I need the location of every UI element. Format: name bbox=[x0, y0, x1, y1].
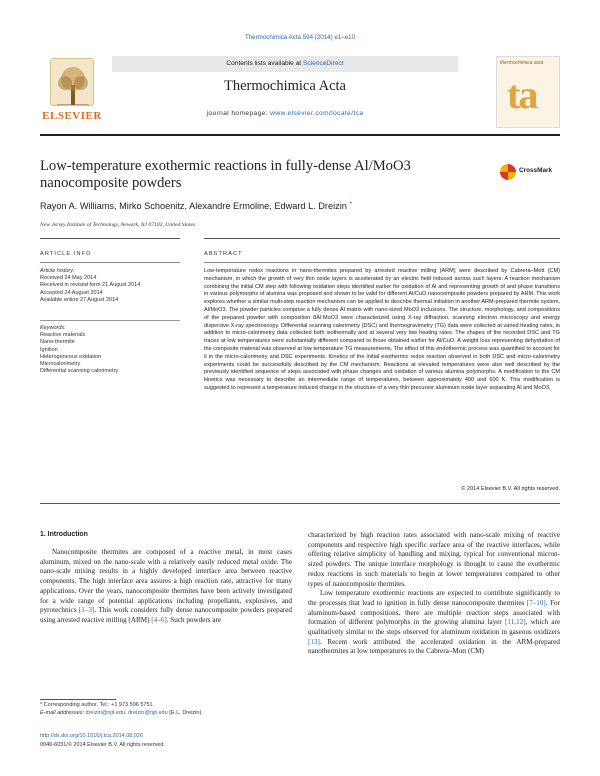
issn-line: 0040-6031/© 2014 Elsevier B.V. All rights reserved. bbox=[40, 742, 165, 748]
keyword: Ignition bbox=[40, 346, 58, 353]
crossmark-label: CrossMark bbox=[519, 167, 553, 174]
publisher-name: ELSEVIER bbox=[42, 110, 102, 122]
abstract-heading: ABSTRACT bbox=[204, 251, 243, 257]
history-item: Accepted 24 August 2014 bbox=[40, 289, 103, 296]
footnotes bbox=[40, 702, 292, 717]
article-info-top-rule bbox=[40, 238, 180, 239]
journal-homepage bbox=[112, 110, 458, 117]
paragraph bbox=[40, 548, 292, 626]
keyword: Reactive materials bbox=[40, 332, 86, 339]
journal-banner bbox=[112, 56, 458, 128]
journal-cover[interactable] bbox=[496, 56, 560, 128]
paragraph-text: . Recent work attributed the accelerated oxidation in the ARM-prepared nanothermites at low temperatures to the Cabrera–Mott (CM) bbox=[308, 637, 560, 656]
citation-link[interactable]: [13] bbox=[308, 637, 320, 646]
body-left-column bbox=[40, 548, 292, 626]
keyword: Microcalorimetry bbox=[40, 361, 81, 368]
citation-link[interactable]: [11,12] bbox=[505, 618, 526, 627]
keyword: Nano-thermite bbox=[40, 339, 75, 346]
crossmark-button[interactable] bbox=[500, 162, 562, 182]
copyright: © 2014 Elsevier B.V. All rights reserved. bbox=[461, 486, 560, 492]
paragraph: characterized by high reaction rates associated with nano-scale mixing of reactive components and respective high specific surface area of the reactive interfaces, while offering relative simplicity of handling and mixing, typical for conventional micron-sized powders. The unique interface morphology is thought to cause the exothermic redox reactions in such materials to begin at lower temperatures compared to other types of nanocomposite thermites. bbox=[308, 531, 560, 588]
masthead-divider bbox=[40, 134, 560, 136]
paragraph-text: Nanocomposite thermites are composed of a reactive metal, in most cases aluminum, mixed on the nano-scale with a relatively easily reduced metal oxide. The nano-scale mixing results in a highly developed interface area between reactive components. The high interface area assures a high reaction rate, attractive for many applications. Over the years, nanocomposite thermites have been actively investigated for a wide range of potential applications including propellants, explosives, and pyrotechnics bbox=[40, 548, 292, 615]
paragraph bbox=[308, 589, 560, 657]
doi-link[interactable]: http://dx.doi.org/10.1016/j.tca.2014.08.026 bbox=[40, 733, 144, 739]
crossmark-icon bbox=[500, 164, 516, 180]
paragraph-text: Low temperature exothermic reactions are expected to contribute significantly to the processes that lead to ignition in fully dense nanocomposite thermites bbox=[308, 589, 560, 607]
citation-link[interactable]: [1–3] bbox=[78, 606, 95, 615]
abstract-rule bbox=[204, 262, 560, 263]
paragraph-text: , which are qualitatively similar to the steps observed for aluminum oxidation in gaseous oxidizers bbox=[308, 618, 560, 637]
keyword: Differential scanning calorimetry bbox=[40, 368, 119, 375]
abstract-top-rule bbox=[204, 238, 560, 239]
corresponding-author-mark[interactable]: * bbox=[349, 201, 353, 208]
citation-link[interactable]: [7–10] bbox=[526, 598, 546, 607]
history-item: Received 24 May 2014 bbox=[40, 275, 97, 282]
masthead bbox=[40, 56, 560, 130]
history-item: Available online 27 August 2014 bbox=[40, 296, 119, 303]
affiliation: New Jersey Institute of Technology, Newark, NJ 07102, United States bbox=[40, 222, 196, 228]
article-history bbox=[40, 268, 180, 304]
section-heading: 1. Introduction bbox=[40, 531, 88, 538]
sciencedirect-link[interactable]: ScienceDirect bbox=[302, 60, 344, 67]
email-label: E-mail addresses: bbox=[40, 709, 86, 716]
author-list bbox=[40, 201, 560, 211]
cover-title: thermochimica acta bbox=[500, 60, 544, 66]
citation-link[interactable]: [4–6] bbox=[151, 615, 167, 624]
corresponding-author-note: * Corresponding author. Tel.: +1 973 596 5751. bbox=[40, 702, 155, 708]
journal-reference[interactable]: Thermochimica Acta 594 (2014) e1–e10 bbox=[244, 34, 356, 41]
elsevier-logo[interactable] bbox=[40, 56, 104, 128]
homepage-link[interactable]: www.elsevier.com/locate/tca bbox=[270, 110, 364, 117]
paragraph-text: . For aluminum-based compositions, there are multiple reaction steps associated with formation of different polymorphs in the growing alumina layer bbox=[308, 598, 560, 627]
keywords-label: Keywords: bbox=[40, 325, 66, 331]
abstract-bottom-rule bbox=[40, 503, 560, 504]
footnote-divider bbox=[40, 699, 116, 700]
paragraph-text: . This work considers fully dense nanocomposite powders prepared using arrested reactive milling (ARM) bbox=[40, 606, 292, 624]
cover-letters: ta bbox=[507, 72, 537, 117]
abstract-text: Low-temperature redox reactions in nano-thermites prepared by arrested reactive milling (ARM) were described by Cabrera–Mott (CM) mechanism, in which the growth of very thin oxide layers is accelerated by an electric field induced across such layers. A reaction mechanism combining the initial CM step with following oxidation steps identified earlier for oxidation of Al and representing growth of and phase transitions in various polymorphs of alumina was proposed and shown to be valid for different Al/CuO nanocomposite powders prepared by ARM. This work explores whether a similar multi-step reaction mechanism can be applied to describe thermal initiation in another ARM-prepared thermite system, Al/MoO3. The powder particles comprise a fully dense Al matrix with nano-sized MoO3 inclusions. The structure, morphology, and compositions of the prepared powder with composition 8Al·MoO3 were characterized using X-ray diffraction, scanning electron microscopy and energy dispersive X-ray spectroscopy. Differential scanning calorimetry (DSC) and thermogravimetry (TG) data were collected at varied heating rates, in addition to micro-calorimetry data collected both isothermally and at several very low heating rates. The shapes of the recorded DSC and TG traces at low temperatures were substantially different compared to those obtained earlier for Al/CuO. A weight loss representing dehydration of the composite material was observed at low temperature TG measurements. The effect of this endothermic process was quantified to account for it in the micro-calorimetry and DSC experiments. Kinetics of the initial exothermic redox reaction observed in both DSC and micro-calorimetry experiments could be successfully described by the CM mechanism. Reactions at elevated temperatures were also well described by the previously identified sequence of steps associated with phase changes and oxidation of various alumina polymorphs. A modification to the CM kinetics was necessary to describe an intermediate range of temperatures, between approximately 400 and 600 K. This modification is suggested to represent a temperature induced change in the structure of a very thin precursor aluminum oxide layer separating Al and MoO3. bbox=[204, 268, 560, 391]
article-title: Low-temperature exothermic reactions in fully-dense Al/MoO3 nanocomposite powders bbox=[40, 158, 411, 191]
contents-bar bbox=[112, 56, 458, 72]
paragraph-text: . Such powders are bbox=[166, 615, 222, 624]
authors-text: Rayon A. Williams, Mirko Schoenitz, Alexandre Ermoline, Edward L. Dreizin bbox=[40, 201, 347, 211]
history-item: Received in revised form 21 August 2014 bbox=[40, 282, 141, 289]
keyword: Heterogeneous oxidation bbox=[40, 353, 102, 360]
article-info-rule bbox=[40, 262, 180, 263]
keywords bbox=[40, 325, 180, 375]
article-info-heading: ARTICLE INFO bbox=[40, 251, 92, 257]
history-label: Article history: bbox=[40, 268, 75, 274]
body-right-column bbox=[308, 531, 560, 657]
contents-prefix: Contents lists available at bbox=[226, 60, 303, 67]
homepage-prefix: journal homepage: bbox=[206, 110, 271, 117]
email-link[interactable]: dreizin@njit.edu, dreizin@njit.edu bbox=[85, 709, 168, 716]
elsevier-tree-icon bbox=[50, 58, 94, 106]
journal-title: Thermochimica Acta bbox=[224, 78, 346, 94]
email-owner: (E.L. Dreizin). bbox=[167, 709, 203, 716]
keywords-divider bbox=[40, 320, 180, 321]
email-line bbox=[40, 710, 292, 718]
